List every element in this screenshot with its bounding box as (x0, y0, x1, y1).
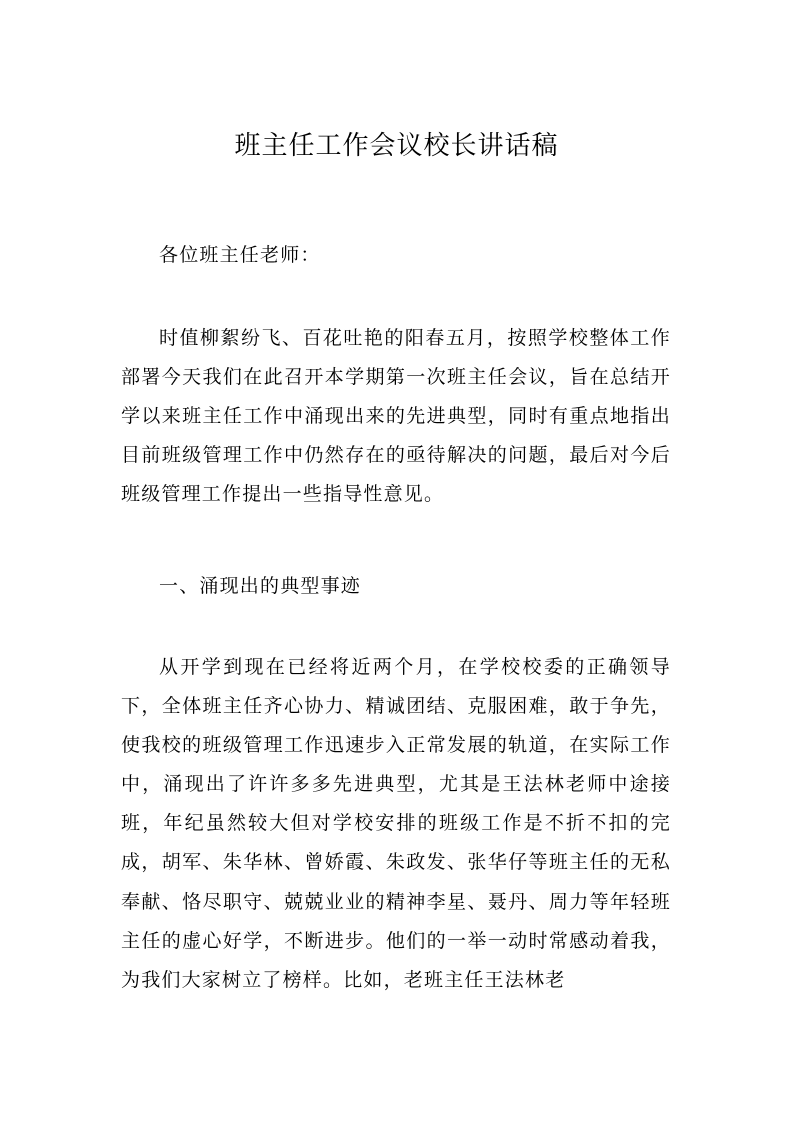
body-paragraph-2: 从开学到现在已经将近两个月，在学校校委的正确领导下，全体班主任齐心协力、精诚团结、克服困难，敢于争先，使我校的班级管理工作迅速步入正常发展的轨道，在实际工作中，涌现出了许许多多先进典型，尤其是王法林老师中途接班，年纪虽然较大但对学校安排的班级工作是不折不扣的完成，胡军、朱华林、曾娇霞、朱政发、张华仔等班主任的无私奉献、恪尽职守、兢兢业业的精神李星、聂丹、周力等年轻班主任的虚心好学，不断进步。他们的一举一动时常感动着我，为我们大家树立了榜样。比如，老班主任王法林老 (121, 656, 671, 991)
greeting-line: 各位班主任老师： (159, 244, 321, 266)
section-heading-1: 一、涌现出的典型事迹 (159, 575, 362, 597)
body-paragraph-1: 时值柳絮纷飞、百花吐艳的阳春五月，按照学校整体工作部署今天我们在此召开本学期第一次班主任会议，旨在总结开学以来班主任工作中涌现出来的先进典型，同时有重点地指出目前班级管理工作中仍然存在的亟待解决的问题，最后对今后班级管理工作提出一些指导性意见。 (121, 327, 671, 506)
document-title: 班主任工作会议校长讲话稿 (234, 131, 559, 161)
